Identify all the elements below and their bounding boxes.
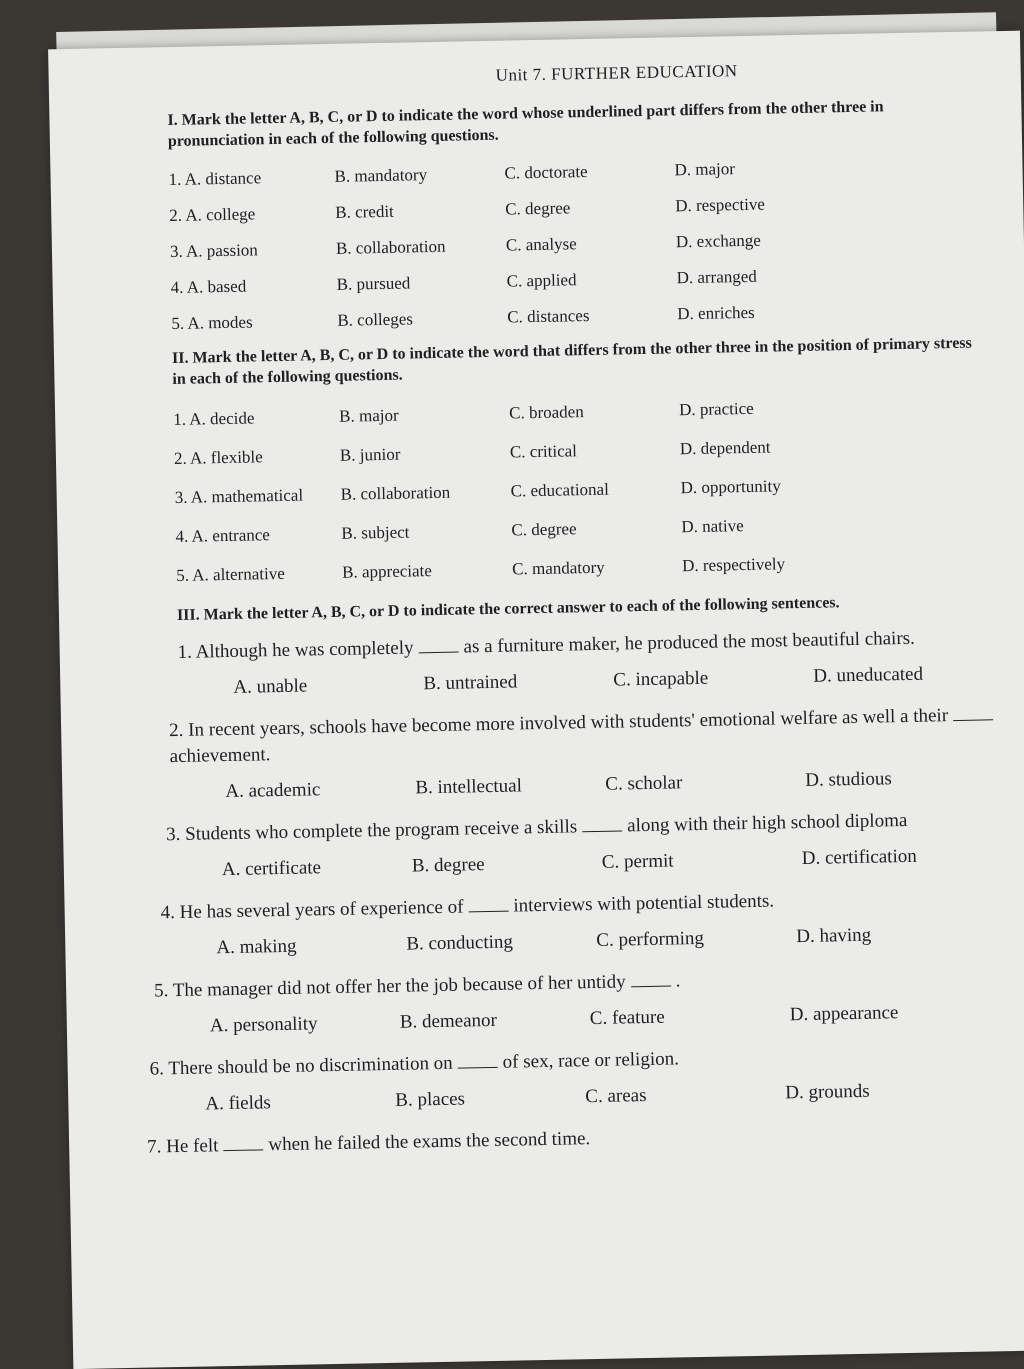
mcq-question xyxy=(149,1039,1024,1120)
section-2-rows xyxy=(173,383,1024,595)
pronunciation-option: C. degree xyxy=(505,198,571,219)
worksheet-content xyxy=(146,55,1024,1179)
stress-option: B. major xyxy=(338,405,399,426)
stress-option: 5. A. alternative xyxy=(176,563,285,585)
answer-option: A. personality xyxy=(209,1013,318,1037)
question-text-end: as a furniture maker, he produced the most beautiful chairs. xyxy=(463,627,916,658)
question-text-start: 6. There should be no discrimination on xyxy=(149,1052,453,1080)
answer-option: B. conducting xyxy=(406,931,514,955)
section-3-questions xyxy=(146,623,1024,1160)
question-text-start: 2. In recent years, schools have become more involved with students' emotional welfare as well a their xyxy=(168,705,949,742)
section-1-heading: I. Mark the letter A, B, C, or D to indicate the word whose underlined part differs from the other three in pronunciation in each of the following questions. xyxy=(167,98,884,151)
stress-option: 3. A. mathematical xyxy=(174,485,304,507)
pronunciation-option: 3. A. passion xyxy=(169,240,259,262)
answer-option: C. permit xyxy=(601,850,674,873)
pronunciation-option: C. distances xyxy=(507,305,590,327)
question-text-start: 5. The manager did not offer her the job because of her untidy xyxy=(153,971,626,1002)
answer-blank xyxy=(418,638,458,654)
answer-options xyxy=(150,1073,1024,1120)
answer-option: A. certificate xyxy=(221,857,322,881)
section-3 xyxy=(146,588,1024,1160)
answer-option: C. performing xyxy=(596,927,705,951)
pronunciation-option: 5. A. modes xyxy=(171,312,253,334)
answer-option: C. areas xyxy=(585,1085,647,1108)
pronunciation-option: B. pursued xyxy=(336,273,411,294)
stress-option: C. mandatory xyxy=(511,557,605,579)
pronunciation-option: 2. A. college xyxy=(169,204,256,226)
answer-options xyxy=(155,995,1024,1042)
pronunciation-option: C. doctorate xyxy=(504,161,588,183)
answer-option: B. demeanor xyxy=(399,1009,498,1033)
answer-blank xyxy=(223,1135,263,1151)
answer-option: C. incapable xyxy=(613,667,709,691)
question-text-end: . xyxy=(675,970,681,992)
stress-option: B. appreciate xyxy=(341,560,433,582)
answer-blank xyxy=(458,1053,498,1069)
mcq-question xyxy=(147,1117,1024,1160)
pronunciation-option: D. major xyxy=(674,159,736,180)
answer-option: D. having xyxy=(796,924,872,948)
answer-option: C. feature xyxy=(589,1006,665,1030)
question-text-start: 1. Although he was completely xyxy=(177,637,414,663)
question-text xyxy=(169,701,1024,770)
stress-option: C. degree xyxy=(511,518,577,540)
stress-option: B. subject xyxy=(341,521,410,543)
stress-option: C. broaden xyxy=(508,401,584,423)
pronunciation-option: C. applied xyxy=(506,270,577,291)
question-text-end: along with their high school diploma xyxy=(626,809,908,837)
question-text-end: when he failed the exams the second time. xyxy=(268,1128,591,1156)
mcq-question xyxy=(160,883,1024,964)
mcq-question xyxy=(154,961,1024,1042)
pronunciation-option: D. respective xyxy=(675,194,766,216)
pronunciation-option: 1. A. distance xyxy=(168,168,262,190)
question-text xyxy=(147,1117,1024,1160)
section-2 xyxy=(172,331,1024,595)
page-title: Unit 7. FURTHER EDUCATION xyxy=(495,61,738,85)
question-text-start: 7. He felt xyxy=(146,1135,219,1158)
answer-option: D. studious xyxy=(805,768,893,791)
pronunciation-option: D. enriches xyxy=(677,302,755,324)
pronunciation-option: D. arranged xyxy=(676,266,758,288)
question-text-start: 4. He has several years of experience of xyxy=(160,896,464,924)
pronunciation-option: B. mandatory xyxy=(334,165,428,186)
stress-option: D. dependent xyxy=(679,437,771,458)
answer-option: A. academic xyxy=(225,779,321,803)
answer-option: B. degree xyxy=(411,854,485,877)
answer-option: A. unable xyxy=(233,675,308,698)
stress-option: D. opportunity xyxy=(680,475,781,497)
answer-option: B. intellectual xyxy=(415,775,523,799)
stress-option: 4. A. entrance xyxy=(175,524,271,546)
stress-option: D. native xyxy=(681,515,744,536)
answer-option: A. making xyxy=(216,935,297,959)
answer-option: D. grounds xyxy=(785,1080,870,1104)
answer-options xyxy=(161,917,1024,964)
section-2-heading: II. Mark the letter A, B, C, or D to indicate the word that differs from the other three in the position of primary stress in each of the following questions. xyxy=(171,334,972,389)
stress-option: B. junior xyxy=(339,444,401,465)
question-text-end: interviews with potential students. xyxy=(513,890,775,917)
answer-option: D. uneducated xyxy=(813,663,924,687)
stress-option: C. critical xyxy=(509,440,578,462)
stress-option: 2. A. flexible xyxy=(173,446,263,468)
answer-blank xyxy=(630,972,670,988)
answer-options xyxy=(167,839,1024,886)
question-text-end: of sex, race or religion. xyxy=(502,1048,680,1073)
pronunciation-option: 4. A. based xyxy=(170,276,247,298)
pronunciation-option: B. credit xyxy=(335,201,394,222)
pronunciation-option: C. analyse xyxy=(505,234,577,255)
worksheet-page xyxy=(48,31,1024,1369)
section-1 xyxy=(167,93,1024,342)
answer-option: C. scholar xyxy=(605,772,683,795)
stress-option: 1. A. decide xyxy=(173,407,255,429)
mcq-question xyxy=(169,701,1024,808)
mcq-question xyxy=(166,805,1024,886)
answer-option: B. places xyxy=(395,1088,466,1111)
section-3-heading: III. Mark the letter A, B, C, or D to indicate the correct answer to each of the following sentences. xyxy=(176,594,840,624)
answer-option: D. certification xyxy=(801,845,917,870)
answer-option: B. untrained xyxy=(423,671,518,695)
answer-options xyxy=(170,761,1024,808)
pronunciation-option: B. collaboration xyxy=(335,236,446,258)
answer-options xyxy=(178,657,1024,704)
section-1-rows xyxy=(168,145,1024,342)
answer-blank xyxy=(468,897,508,913)
stress-option: B. collaboration xyxy=(340,482,451,504)
mcq-question xyxy=(177,623,1024,704)
pronunciation-option: B. colleges xyxy=(337,309,414,330)
answer-blank xyxy=(582,816,622,832)
stress-option: D. respectively xyxy=(681,553,786,575)
answer-option: D. appearance xyxy=(789,1002,899,1026)
answer-blank xyxy=(953,705,993,721)
answer-option: A. fields xyxy=(205,1092,271,1115)
stress-option: D. practice xyxy=(678,398,754,419)
pronunciation-option: D. exchange xyxy=(675,230,762,252)
question-text-start: 3. Students who complete the program receive a skills xyxy=(165,816,578,846)
question-text-end: achievement. xyxy=(169,744,271,768)
stress-option: C. educational xyxy=(510,479,610,501)
